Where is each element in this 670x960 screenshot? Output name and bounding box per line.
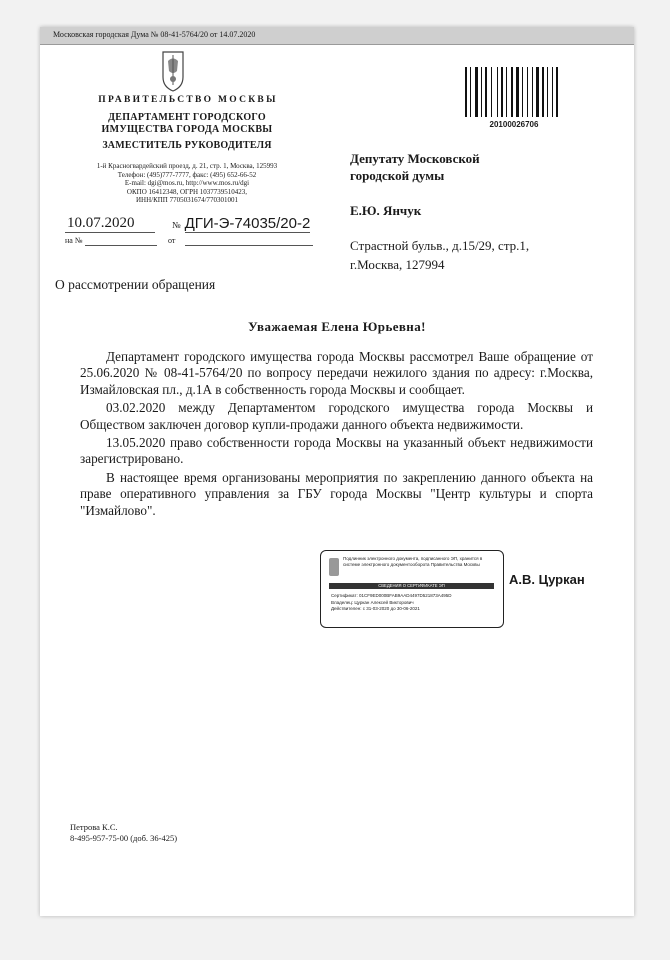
stamp-header: Подлинник электронного документа, подписанного ЭП, хранится в системе электронного документооборота Правительства Москвы [343,556,483,567]
electronic-signature-stamp [320,550,504,628]
letter-subject: О рассмотрении обращения [55,277,216,292]
barcode-number: 20100026706 [489,120,539,129]
stamp-certificate-info [331,593,496,613]
certificate-owner: Владелец: Цуркан Алексей Викторович [331,599,414,605]
executor-info [70,822,177,844]
addressee-title [350,150,480,184]
date-underline [65,232,155,233]
stamp-emblem-icon [329,558,339,576]
okpo-line: ОКПО 16412348, ОГРН 1037739510423, [126,187,248,196]
sender-address-block [65,162,309,205]
addressee-address-line1: Страстной бульв., д.15/29, стр.1, [350,238,530,253]
executor-name: Петрова К.С. [70,822,118,832]
reply-to-number-label: на № [65,236,83,245]
certificate-number: Сертификат: 01CF9ED000BFAB9AAD4497D521873A495D [331,593,452,598]
paragraph: 13.05.2020 право собственности города Москвы на указанный объект недвижимости зарегистрировано. [80,435,593,467]
registration-header-text: Московская городская Дума № 08-41-5764/20 от 14.07.2020 [53,30,256,39]
barcode-icon [465,67,563,117]
letter-body [80,349,593,521]
addressee-address-line2: г.Москва, 127994 [350,257,445,272]
address-line: 1-й Красногвардейский проезд, д. 21, стр. 1, Москва, 125993 [96,162,278,170]
addressee-line1: Депутату Московской [350,151,480,166]
stamp-certificate-band: СВЕДЕНИЯ О СЕРТИФИКАТЕ ЭП [329,583,494,589]
certificate-validity: Действителен: с 31-03-2020 до 30-06-2021 [331,606,420,611]
paragraph: В настоящее время организованы мероприятия по закреплению данного объекта на праве оперативного управления за ГБУ города Москвы "Центр культуры и спорта "Измайлово". [80,469,593,518]
registration-header-bar [40,27,634,45]
paragraph: 03.02.2020 между Департаментом городского имущества города Москвы и Обществом заключен договор купли-продажи данного объекта недвижимости. [80,400,593,432]
reply-to-date-line [185,245,313,246]
number-symbol: № [172,220,181,230]
letter-page [40,27,634,916]
department-name-line1: ДЕПАРТАМЕНТ ГОРОДСКОГО [108,112,266,123]
department-name-line2: ИМУЩЕСТВА ГОРОДА МОСКВЫ [101,124,273,135]
moscow-coat-of-arms-icon [161,49,185,93]
addressee-address [350,236,529,274]
email-line: E-mail: dgi@mos.ru, http://www.mos.ru/dgi [124,179,250,187]
phone-line: Телефон: (495)777-7777, факс: (495) 652-66-52 [117,170,257,179]
executor-phone: 8-495-957-75-00 (доб. 36-425) [70,833,178,843]
paragraph: Департамент городского имущества города Москвы рассмотрел Ваше обращение от 25.06.2020 № 08-41-5764/20 по вопросу передачи нежилого здания по адресу: г.Москва, Измайловская пл., д.1А в собственность города Москвы и сообщает. [80,349,593,397]
registration-number [172,215,310,232]
addressee-name: Е.Ю. Янчук [350,203,422,218]
government-title: ПРАВИТЕЛЬСТВО МОСКВЫ [98,95,278,105]
inn-line: ИНН/КПП 7705031674/770301001 [135,196,239,204]
number-underline [185,232,310,233]
greeting: Уважаемая Елена Юрьевна! [248,319,426,334]
registration-number-value: ДГИ-Э-74035/20-2 [184,215,311,232]
addressee-line2: городской думы [350,168,445,183]
reply-to-date-label: от [168,236,176,245]
sender-position: ЗАМЕСТИТЕЛЬ РУКОВОДИТЕЛЯ [102,140,272,151]
signer-name: А.В. Цуркан [509,572,585,587]
registration-date: 10.07.2020 [67,215,135,231]
reply-to-number-line [85,245,157,246]
department-name [80,112,294,136]
